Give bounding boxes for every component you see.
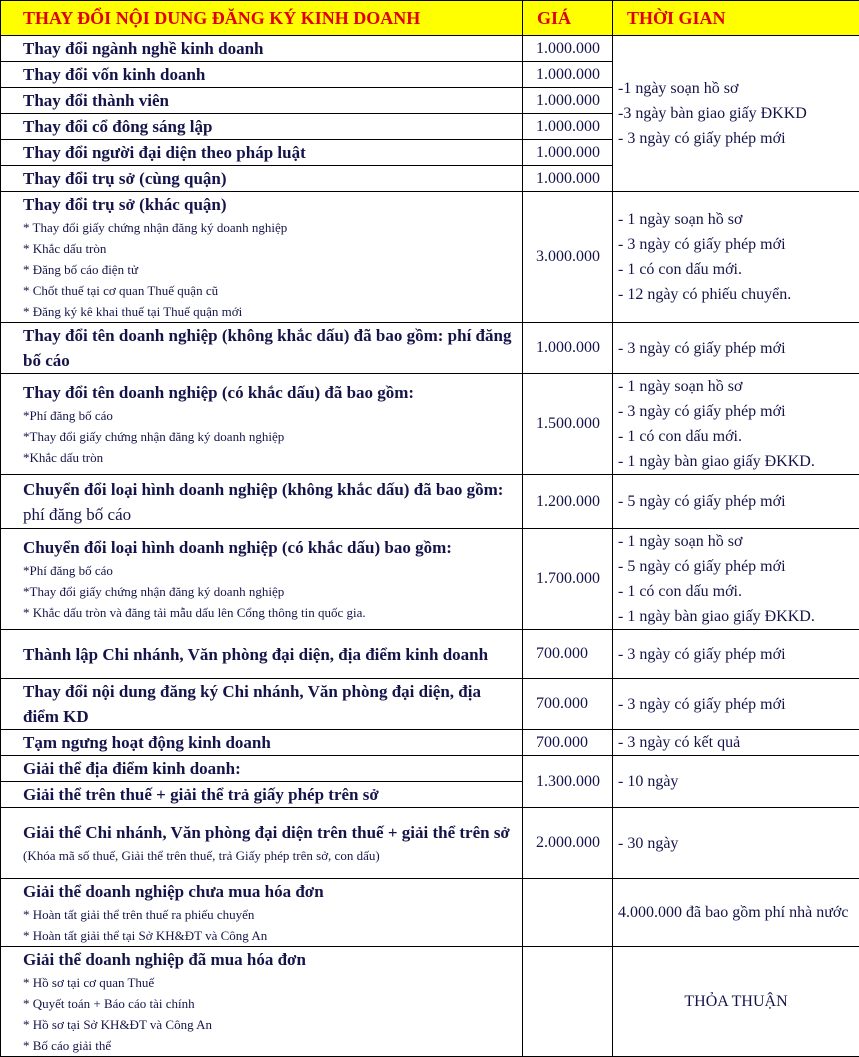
price-cell <box>523 947 613 1057</box>
service-detail-item: * Hồ sơ tại cơ quan Thuế <box>23 972 516 993</box>
service-title-text: Thay đổi trụ sở (khác quận) <box>23 195 227 214</box>
price-cell: 1.000.000 <box>523 62 613 88</box>
header-service: THAY ĐỔI NỘI DUNG ĐĂNG KÝ KINH DOANH <box>1 1 523 36</box>
service-cell <box>1 114 523 140</box>
service-title-text: Giải thể doanh nghiệp chưa mua hóa đơn <box>23 882 324 901</box>
price-cell: 700.000 <box>523 730 613 756</box>
table-row <box>1 756 859 782</box>
time-cell <box>613 475 859 529</box>
service-cell <box>1 88 523 114</box>
service-title-text: Thay đổi tên doanh nghiệp (không khắc dấu) đã bao gồm: phí đăng bố cáo <box>23 326 511 370</box>
time-line: 4.000.000 đã bao gồm phí nhà nước <box>618 900 859 925</box>
service-cell <box>1 140 523 166</box>
service-title <box>23 535 516 560</box>
service-title <box>23 140 516 165</box>
service-detail-item: * Thay đổi giấy chứng nhận đăng ký doanh nghiệp <box>23 217 516 238</box>
table-row <box>1 374 859 475</box>
time-line: - 3 ngày có giấy phép mới <box>618 126 859 151</box>
service-title-text: Chuyển đổi loại hình doanh nghiệp (không khắc dấu) đã bao gồm: <box>23 480 503 499</box>
service-title-text: Chuyển đổi loại hình doanh nghiệp (có khắc dấu) bao gồm: <box>23 538 452 557</box>
service-title-text: Giải thể trên thuế + giải thể trả giấy phép trên sở <box>23 785 379 804</box>
time-cell <box>613 374 859 475</box>
service-detail-item: * Khắc dấu tròn và đăng tải mẫu dấu lên Cổng thông tin quốc gia. <box>23 602 516 623</box>
time-line: - 5 ngày có giấy phép mới <box>618 554 859 579</box>
service-cell <box>1 36 523 62</box>
service-title-text: Giải thể địa điểm kinh doanh: <box>23 759 241 778</box>
service-title <box>23 477 516 527</box>
time-cell <box>613 808 859 879</box>
service-title-text: Giải thể Chi nhánh, Văn phòng đại diện trên thuế + giải thể trên sở <box>23 823 510 842</box>
time-line: - 3 ngày có kết quả <box>618 730 859 755</box>
table-row <box>1 730 859 756</box>
time-cell <box>613 947 859 1057</box>
service-detail-item: * Đăng ký kê khai thuế tại Thuế quận mới <box>23 301 516 322</box>
time-cell <box>613 679 859 730</box>
time-line: - 3 ngày có giấy phép mới <box>618 399 859 424</box>
price-cell: 3.000.000 <box>523 192 613 323</box>
service-title <box>23 947 516 972</box>
service-title <box>23 820 516 845</box>
service-cell <box>1 323 523 374</box>
table-header-row <box>1 1 859 36</box>
price-cell: 1.000.000 <box>523 323 613 374</box>
price-cell: 1.500.000 <box>523 374 613 475</box>
time-cell <box>613 756 859 808</box>
service-detail-item: *Phí đăng bố cáo <box>23 405 516 426</box>
service-cell <box>1 756 523 782</box>
service-title-text: Thay đổi vốn kinh doanh <box>23 65 205 84</box>
table-row <box>1 679 859 730</box>
time-line: - 30 ngày <box>618 831 859 856</box>
time-line: -1 ngày soạn hồ sơ <box>618 76 859 101</box>
service-detail-item: * Bố cáo giải thể <box>23 1035 516 1056</box>
table-row <box>1 323 859 374</box>
service-title-text: Thay đổi ngành nghề kinh doanh <box>23 39 264 58</box>
time-cell <box>613 529 859 630</box>
price-cell: 700.000 <box>523 679 613 730</box>
time-cell <box>613 192 859 323</box>
service-cell <box>1 166 523 192</box>
service-title-text: Thay đổi nội dung đăng ký Chi nhánh, Văn phòng đại diện, địa điểm KD <box>23 682 481 726</box>
table-row <box>1 192 859 323</box>
service-title <box>23 782 516 807</box>
service-detail-item: * Khắc dấu tròn <box>23 238 516 259</box>
time-line: - 5 ngày có giấy phép mới <box>618 489 859 514</box>
service-cell <box>1 808 523 879</box>
service-detail-item: *Phí đăng bố cáo <box>23 560 516 581</box>
price-cell: 1.000.000 <box>523 88 613 114</box>
service-title <box>23 166 516 191</box>
service-title-tail: phí đăng bố cáo <box>23 505 131 524</box>
service-title <box>23 756 516 781</box>
time-cell <box>613 36 859 192</box>
service-detail-item: * Hoàn tất giải thể tại Sở KH&ĐT và Công An <box>23 925 516 946</box>
service-title <box>23 323 516 373</box>
time-line: - 3 ngày có giấy phép mới <box>618 642 859 667</box>
time-line: - 1 ngày bàn giao giấy ĐKKD. <box>618 449 859 474</box>
service-cell <box>1 782 523 808</box>
time-line: THỎA THUẬN <box>613 989 859 1014</box>
time-line: - 3 ngày có giấy phép mới <box>618 692 859 717</box>
price-cell: 1.200.000 <box>523 475 613 529</box>
time-line: - 1 ngày soạn hồ sơ <box>618 529 859 554</box>
time-cell <box>613 630 859 679</box>
table-row <box>1 630 859 679</box>
service-title-text: Thay đổi trụ sở (cùng quận) <box>23 169 227 188</box>
service-cell <box>1 192 523 323</box>
time-line: - 3 ngày có giấy phép mới <box>618 232 859 257</box>
table-row <box>1 808 859 879</box>
table-row <box>1 529 859 630</box>
service-title <box>23 642 516 667</box>
service-title <box>23 879 516 904</box>
table-row <box>1 879 859 947</box>
table-row <box>1 36 859 62</box>
header-time: THỜI GIAN <box>613 1 859 36</box>
service-title-text: Thay đổi cổ đông sáng lập <box>23 117 212 136</box>
time-cell <box>613 323 859 374</box>
service-detail-item: * Quyết toán + Báo cáo tài chính <box>23 993 516 1014</box>
service-cell <box>1 879 523 947</box>
service-cell <box>1 529 523 630</box>
service-title <box>23 114 516 139</box>
service-detail-item: * Chốt thuế tại cơ quan Thuế quận cũ <box>23 280 516 301</box>
table-row <box>1 947 859 1057</box>
service-detail-item: *Khắc dấu tròn <box>23 447 516 468</box>
price-cell: 1.000.000 <box>523 114 613 140</box>
time-cell <box>613 730 859 756</box>
time-line: - 1 ngày soạn hồ sơ <box>618 374 859 399</box>
service-detail-item: *Thay đổi giấy chứng nhận đăng ký doanh nghiệp <box>23 426 516 447</box>
time-cell <box>613 879 859 947</box>
time-line: -3 ngày bàn giao giấy ĐKKD <box>618 101 859 126</box>
service-title-text: Thành lập Chi nhánh, Văn phòng đại diện, địa điểm kinh doanh <box>23 645 488 664</box>
time-line: - 1 ngày soạn hồ sơ <box>618 207 859 232</box>
service-title-text: Giải thể doanh nghiệp đã mua hóa đơn <box>23 950 306 969</box>
price-cell: 1.700.000 <box>523 529 613 630</box>
service-title-text: Thay đổi tên doanh nghiệp (có khắc dấu) đã bao gồm: <box>23 383 414 402</box>
service-detail-item: (Khóa mã số thuế, Giải thể trên thuế, trả Giấy phép trên sở, con dấu) <box>23 845 516 866</box>
service-title <box>23 730 516 755</box>
service-title <box>23 88 516 113</box>
price-cell: 1.000.000 <box>523 166 613 192</box>
time-line: - 1 có con dấu mới. <box>618 257 859 282</box>
service-detail-item: *Thay đổi giấy chứng nhận đăng ký doanh nghiệp <box>23 581 516 602</box>
time-line: - 12 ngày có phiếu chuyển. <box>618 282 859 307</box>
service-cell <box>1 475 523 529</box>
price-cell: 2.000.000 <box>523 808 613 879</box>
service-detail-item: * Hoàn tất giải thể trên thuế ra phiếu chuyển <box>23 904 516 925</box>
time-line: - 1 có con dấu mới. <box>618 424 859 449</box>
price-cell: 1.300.000 <box>523 756 613 808</box>
service-detail-item: * Đăng bố cáo điện tử <box>23 259 516 280</box>
service-cell <box>1 374 523 475</box>
time-line: - 3 ngày có giấy phép mới <box>618 336 859 361</box>
service-cell <box>1 947 523 1057</box>
service-cell <box>1 630 523 679</box>
service-title <box>23 36 516 61</box>
time-line: - 1 có con dấu mới. <box>618 579 859 604</box>
time-line: - 1 ngày bàn giao giấy ĐKKD. <box>618 604 859 629</box>
table-row <box>1 475 859 529</box>
header-price: GIÁ <box>523 1 613 36</box>
service-detail-item: * Hồ sơ tại Sở KH&ĐT và Công An <box>23 1014 516 1035</box>
service-title <box>23 192 516 217</box>
service-title-text: Thay đổi thành viên <box>23 91 169 110</box>
service-title <box>23 679 516 729</box>
service-cell <box>1 679 523 730</box>
price-cell: 1.000.000 <box>523 36 613 62</box>
price-cell <box>523 879 613 947</box>
service-title <box>23 62 516 87</box>
service-cell <box>1 730 523 756</box>
price-cell: 700.000 <box>523 630 613 679</box>
service-title-text: Tạm ngưng hoạt động kinh doanh <box>23 733 271 752</box>
time-line: - 10 ngày <box>618 769 859 794</box>
service-title-text: Thay đổi người đại diện theo pháp luật <box>23 143 306 162</box>
service-cell <box>1 62 523 88</box>
price-cell: 1.000.000 <box>523 140 613 166</box>
service-title <box>23 380 516 405</box>
